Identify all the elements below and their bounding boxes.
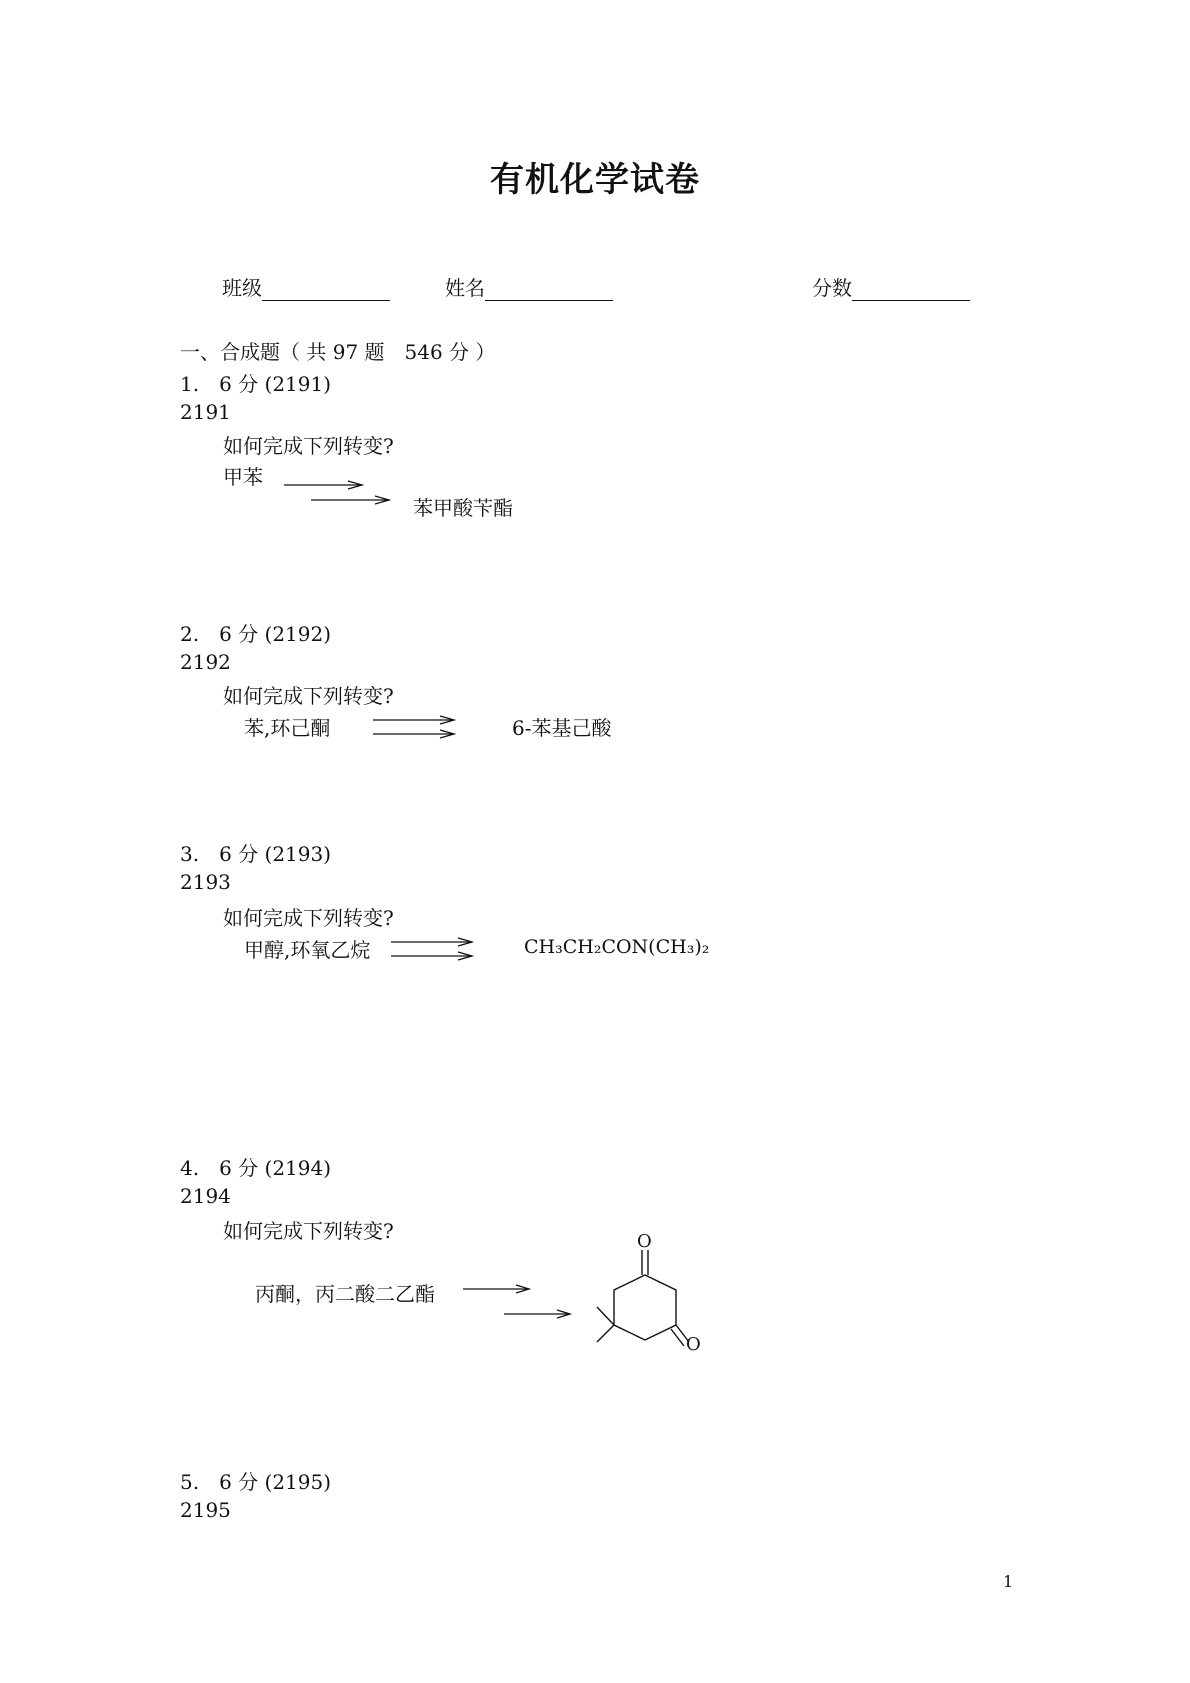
reaction-start: 甲苯	[223, 465, 263, 489]
question-code: 2192	[180, 650, 231, 674]
score-field	[812, 272, 970, 301]
page-number: 1	[1003, 1572, 1014, 1591]
question-heading: 4. 6 分 (2194)	[180, 1156, 332, 1180]
question-code: 2191	[180, 400, 231, 424]
question-code: 2193	[180, 870, 231, 894]
reaction-product: CH₃CH₂CON(CH₃)₂	[524, 936, 710, 958]
question-prompt: 如何完成下列转变?	[223, 434, 394, 458]
reaction-start: 苯,环己酮	[244, 716, 331, 740]
reaction-product: 苯甲酸苄酯	[413, 496, 513, 520]
question-heading: 5. 6 分 (2195)	[180, 1470, 332, 1494]
reaction-start: 甲醇,环氧乙烷	[244, 938, 371, 962]
double-arrow-icon	[460, 1280, 580, 1320]
class-label: 班级	[222, 276, 262, 300]
question-heading: 1. 6 分 (2191)	[180, 372, 332, 396]
name-blank	[485, 278, 613, 301]
question-heading: 2. 6 分 (2192)	[180, 622, 332, 646]
section-title: 一、合成题（ 共 97 题 546 分 ）	[180, 340, 496, 364]
question-prompt: 如何完成下列转变?	[223, 684, 394, 708]
double-arrow-icon	[388, 932, 488, 968]
name-label: 姓名	[445, 276, 485, 300]
question-code: 2195	[180, 1498, 231, 1522]
name-field	[445, 272, 613, 301]
reaction-product: 6-苯基己酸	[512, 716, 612, 740]
double-arrow-icon	[370, 710, 470, 746]
class-blank	[262, 278, 390, 301]
question-code: 2194	[180, 1184, 231, 1208]
oxygen-atom-top: O	[637, 1231, 652, 1252]
score-blank	[852, 278, 970, 301]
question-prompt: 如何完成下列转变?	[223, 906, 394, 930]
score-label: 分数	[812, 276, 852, 300]
page-title: 有机化学试卷	[490, 160, 700, 200]
reaction-start: 丙酮，丙二酸二乙酯	[255, 1282, 435, 1306]
question-prompt: 如何完成下列转变?	[223, 1219, 394, 1243]
question-heading: 3. 6 分 (2193)	[180, 842, 332, 866]
oxygen-atom-bottom: O	[686, 1334, 701, 1355]
double-arrow-icon	[280, 478, 400, 508]
class-field	[222, 272, 390, 301]
